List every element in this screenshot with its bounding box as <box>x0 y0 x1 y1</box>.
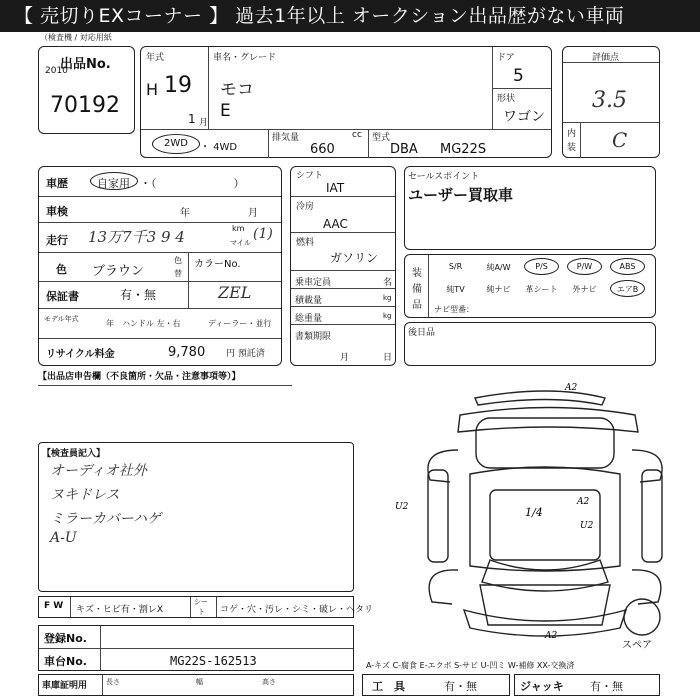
jack-value: 有・無 <box>590 680 623 693</box>
damage-mark-2: U2 <box>395 502 409 512</box>
damage-legend: A-キズ C-腐食 E-エクボ S-サビ U-凹ミ W-補修 XX-交換済 <box>366 661 575 670</box>
equipment-item: 純A/W <box>486 263 511 272</box>
history-label: 車歴 <box>46 177 68 190</box>
name-label: 車名・グレード <box>213 53 277 63</box>
chassis-label: 車台No. <box>44 655 87 668</box>
tools-label: 工 具 <box>372 680 405 693</box>
inspector-label: 【検査員記入】 <box>42 449 106 459</box>
equipment-label-1: 装 <box>412 268 422 279</box>
equipment-check-circle <box>610 280 645 297</box>
seat-label-2: ト <box>198 608 205 616</box>
score-value: 3.5 <box>592 88 627 113</box>
month-unit: 月 <box>199 118 209 128</box>
garage-cert-label: 車庫証明用 <box>42 681 88 691</box>
inspection-year: 年 <box>180 208 190 219</box>
load-label: 積載量 <box>295 296 323 306</box>
fw-label: F W <box>44 601 64 611</box>
sales-point-label: セールスポイント <box>408 172 480 182</box>
mileage-value: 13万7千3 9 4 <box>88 228 185 246</box>
color-change-2: 替 <box>174 269 182 278</box>
inspector-note-2: ヌキドレス <box>50 487 120 503</box>
equipment-item: 純ナビ <box>486 285 511 294</box>
equipment-item: S/R <box>448 262 463 271</box>
garage-cert-height: 高さ <box>262 678 276 686</box>
fw-items: キズ・ヒビ有・割レX <box>76 605 163 615</box>
inspector-note-4: A-U <box>50 530 77 546</box>
dealer-label: ディーラー・並行 <box>208 319 272 328</box>
equipment-item: 純TV <box>446 285 465 294</box>
equipment-check-circle <box>567 258 602 275</box>
sales-point-value: ユーザー買取車 <box>408 186 514 204</box>
tools-value: 有・無 <box>444 680 477 693</box>
model-label: 型式 <box>372 133 391 143</box>
damage-mark-1: A2 <box>565 383 578 393</box>
equipment-item: 外ナビ <box>572 285 597 294</box>
ac-label: 冷房 <box>296 202 315 212</box>
equipment-item: エアB <box>616 285 639 294</box>
equipment-item: ABS <box>619 262 636 271</box>
gross-unit: kg <box>383 312 392 320</box>
model-year-unit: 年 <box>106 319 114 328</box>
chassis-value: MG22S-162513 <box>170 654 257 668</box>
page-banner: 【 売切りEXコーナー 】 過去1年以上 オークション出品歴がない車両 <box>0 0 700 32</box>
color-change-1: 色 <box>174 256 182 265</box>
inspection-month: 月 <box>248 208 258 219</box>
equipment-check-circle <box>610 258 645 275</box>
drive-2wd: 2WD <box>164 138 188 149</box>
recycle-label: リサイクル料金 <box>46 349 115 360</box>
doors-value: 5 <box>513 66 524 86</box>
lot-number: 70192 <box>50 93 120 118</box>
damage-mark-4: U2 <box>580 521 594 531</box>
ac-value: AAC <box>323 217 348 231</box>
score-label: 評価点 <box>592 53 620 63</box>
equipment-label-2: 備 <box>412 284 422 295</box>
lot-label: 出品No. <box>60 57 111 72</box>
lot-year-stamp: 2010 <box>45 66 68 76</box>
load-unit: kg <box>383 294 392 302</box>
equipment-item: P/S <box>535 262 548 271</box>
shift-label: シフト <box>296 171 324 181</box>
handle-label: ハンドル 左・右 <box>122 319 181 328</box>
displacement-label: 排気量 <box>272 133 300 143</box>
record-label: 書類期限 <box>295 332 332 342</box>
equipment-label-3: 品 <box>412 300 422 311</box>
displacement-value: 660 <box>310 142 335 157</box>
recycle-value: 9,780 <box>168 345 206 360</box>
fuel-label: 燃料 <box>296 238 315 248</box>
gross-label: 総重量 <box>295 314 323 324</box>
capacity-label: 乗車定員 <box>295 278 332 288</box>
color-no-label: カラーNo. <box>194 259 241 270</box>
inspector-note-1: オーディオ社外 <box>50 463 147 479</box>
garage-cert-length: 長さ <box>106 678 120 686</box>
damage-mark-3: A2 <box>577 497 590 507</box>
navi-label: ナビ型番： <box>434 305 474 314</box>
history-rest: ・（ ） <box>140 177 245 190</box>
spare-label: スペア <box>622 640 652 651</box>
body-label: 形状 <box>497 94 516 104</box>
car-damage-diagram <box>380 370 680 650</box>
rear-spoiler <box>475 391 605 405</box>
jack-label: ジャッキ <box>520 680 564 693</box>
capacity-unit: 名 <box>383 278 393 288</box>
interior-value: C <box>612 128 628 152</box>
year-value: 19 <box>164 73 192 98</box>
vehicle-grade: E <box>220 101 231 121</box>
model-year-label: モデル年式 <box>44 315 79 323</box>
color-label: 色 <box>56 263 67 276</box>
mileage-label: 走行 <box>46 234 68 247</box>
damage-mark-6: A2 <box>545 631 558 641</box>
equipment-item: 革シート <box>525 285 558 294</box>
fuel-value: ガソリン <box>330 251 379 265</box>
doors-label: ドア <box>497 53 515 63</box>
inspection-label: 車検 <box>46 205 68 218</box>
year-label: 年式 <box>146 53 165 63</box>
record-unit: 月 <box>340 353 350 363</box>
color-no-value: ZEL <box>218 283 252 302</box>
shift-value: IAT <box>326 181 345 195</box>
displacement-unit: cc <box>352 130 362 140</box>
damage-mark-7: 1/4 <box>525 506 543 519</box>
interior-label-1: 内 <box>567 129 577 139</box>
subheader: （検査機 / 対応用紙 <box>40 33 112 42</box>
model-value: MG22S <box>440 142 487 157</box>
warranty-value: 有・無 <box>120 288 157 302</box>
registration-label: 登録No. <box>44 632 87 645</box>
seat-items: コゲ・穴・汚レ・シミ・破レ・ヘタリ <box>220 605 374 615</box>
equipment-check-circle <box>524 258 559 275</box>
year-era: H <box>146 80 159 99</box>
month-value: 1 <box>188 112 196 126</box>
garage-cert-width: 幅 <box>196 678 203 686</box>
model-prefix: DBA <box>390 142 418 157</box>
after-label: 後日品 <box>408 328 436 338</box>
record-day: 日 <box>383 353 393 363</box>
warranty-label: 保証書 <box>46 290 79 303</box>
vehicle-name: モコ <box>220 80 254 100</box>
mileage-unit-mile: マイル <box>230 239 251 247</box>
history-value: 自家用 <box>97 177 130 190</box>
equipment-item: P/W <box>576 262 593 271</box>
color-value: ブラウン <box>92 264 145 279</box>
drive-4wd: ・ 4WD <box>200 142 238 153</box>
mileage-unit-km: km <box>232 224 245 233</box>
inspector-note-3: ミラーカバーハゲ <box>50 511 162 527</box>
recycle-unit: 円 預託済 <box>226 349 265 359</box>
mileage-paren: (1) <box>253 226 273 242</box>
body-value: ワゴン <box>503 109 545 125</box>
after-box <box>404 322 656 366</box>
interior-label-2: 装 <box>567 143 577 153</box>
seat-label-1: シー <box>194 598 208 606</box>
seller-note: 【出品店申告欄（不良箇所・欠品・注意事項等）】 <box>38 372 241 382</box>
